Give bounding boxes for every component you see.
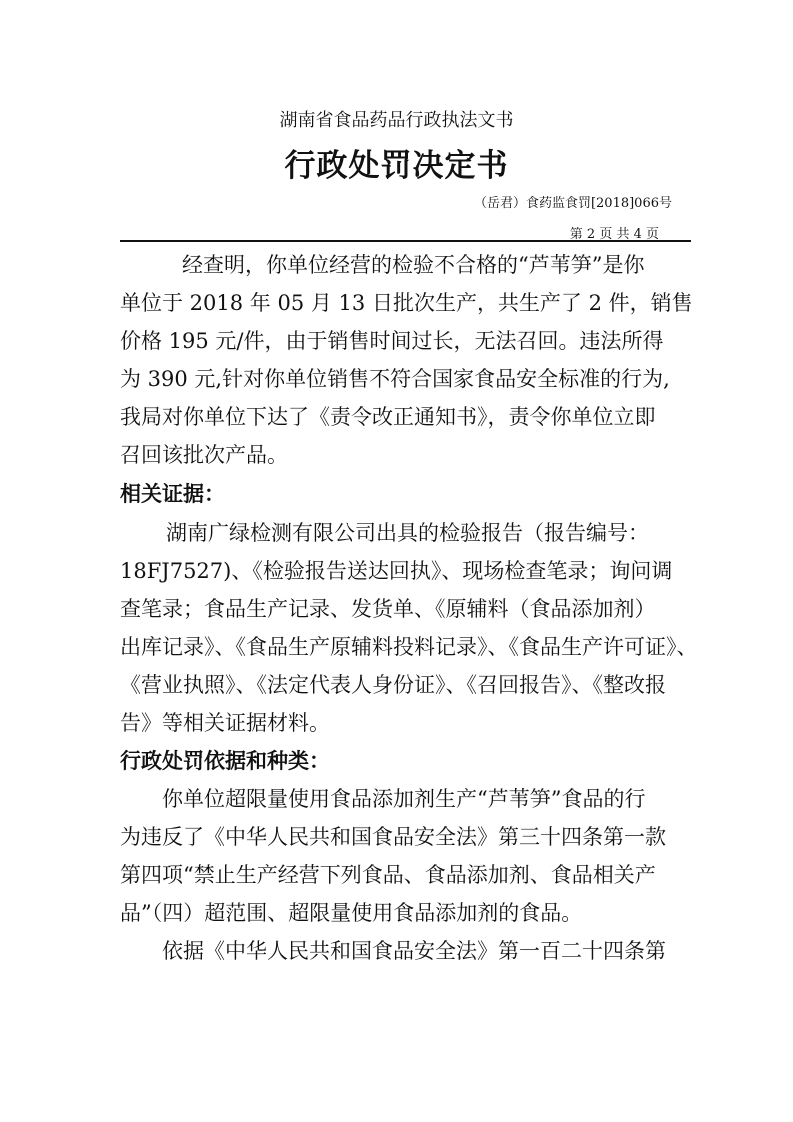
document-number: （岳君）食药监食罚[2018]066号 <box>473 196 672 211</box>
evidence-line: 湖南广绿检测有限公司出具的检验报告（报告编号： <box>166 521 649 545</box>
agency-title: 湖南省食品药品行政执法文书 <box>279 110 514 131</box>
header-divider <box>120 240 691 242</box>
basis-heading: 行政处罚依据和种类： <box>120 749 330 773</box>
findings-line: 召回该批次产品。 <box>120 443 288 467</box>
findings-line: 价格 195 元/件，由于销售时间过长，无法召回。违法所得 <box>120 329 664 353</box>
document-title: 行政处罚决定书 <box>284 148 509 184</box>
evidence-line: 查笔录；食品生产记录、发货单、《原辅料（食品添加剂） <box>120 597 656 621</box>
basis-line: 品”（四）超范围、超限量使用食品添加剂的食品。 <box>120 901 583 925</box>
findings-line: 单位于 2018 年 05 月 13 日批次生产，共生产了 2 件，销售 <box>120 291 693 315</box>
findings-line: 为 390 元,针对你单位销售不符合国家食品安全标准的行为, <box>120 367 670 391</box>
evidence-heading: 相关证据： <box>120 482 225 506</box>
page-info: 第 2 页 共 4 页 <box>569 227 659 242</box>
evidence-line: 18FJ7527)、《检验报告送达回执》、现场检查笔录；询问调 <box>120 559 673 583</box>
basis-line: 依据《中华人民共和国食品安全法》第一百二十四条第 <box>162 939 666 963</box>
findings-line: 我局对你单位下达了《责令改正通知书》，责令你单位立即 <box>120 405 656 429</box>
evidence-line: 出库记录》、《食品生产原辅料投料记录》、《食品生产许可证》、 <box>120 635 698 659</box>
basis-line: 第四项“禁止生产经营下列食品、食品添加剂、食品相关产 <box>120 863 656 887</box>
basis-line: 你单位超限量使用食品添加剂生产“芦苇笋”食品的行 <box>162 787 646 811</box>
basis-line: 为违反了《中华人民共和国食品安全法》第三十四条第一款 <box>120 825 666 849</box>
findings-line: 经查明，你单位经营的检验不合格的“芦苇笋”是你 <box>182 253 645 277</box>
evidence-line: 告》等相关证据材料。 <box>120 711 330 735</box>
evidence-line: 《营业执照》、《法定代表人身份证》、《召回报告》、《整改报 <box>120 673 666 697</box>
